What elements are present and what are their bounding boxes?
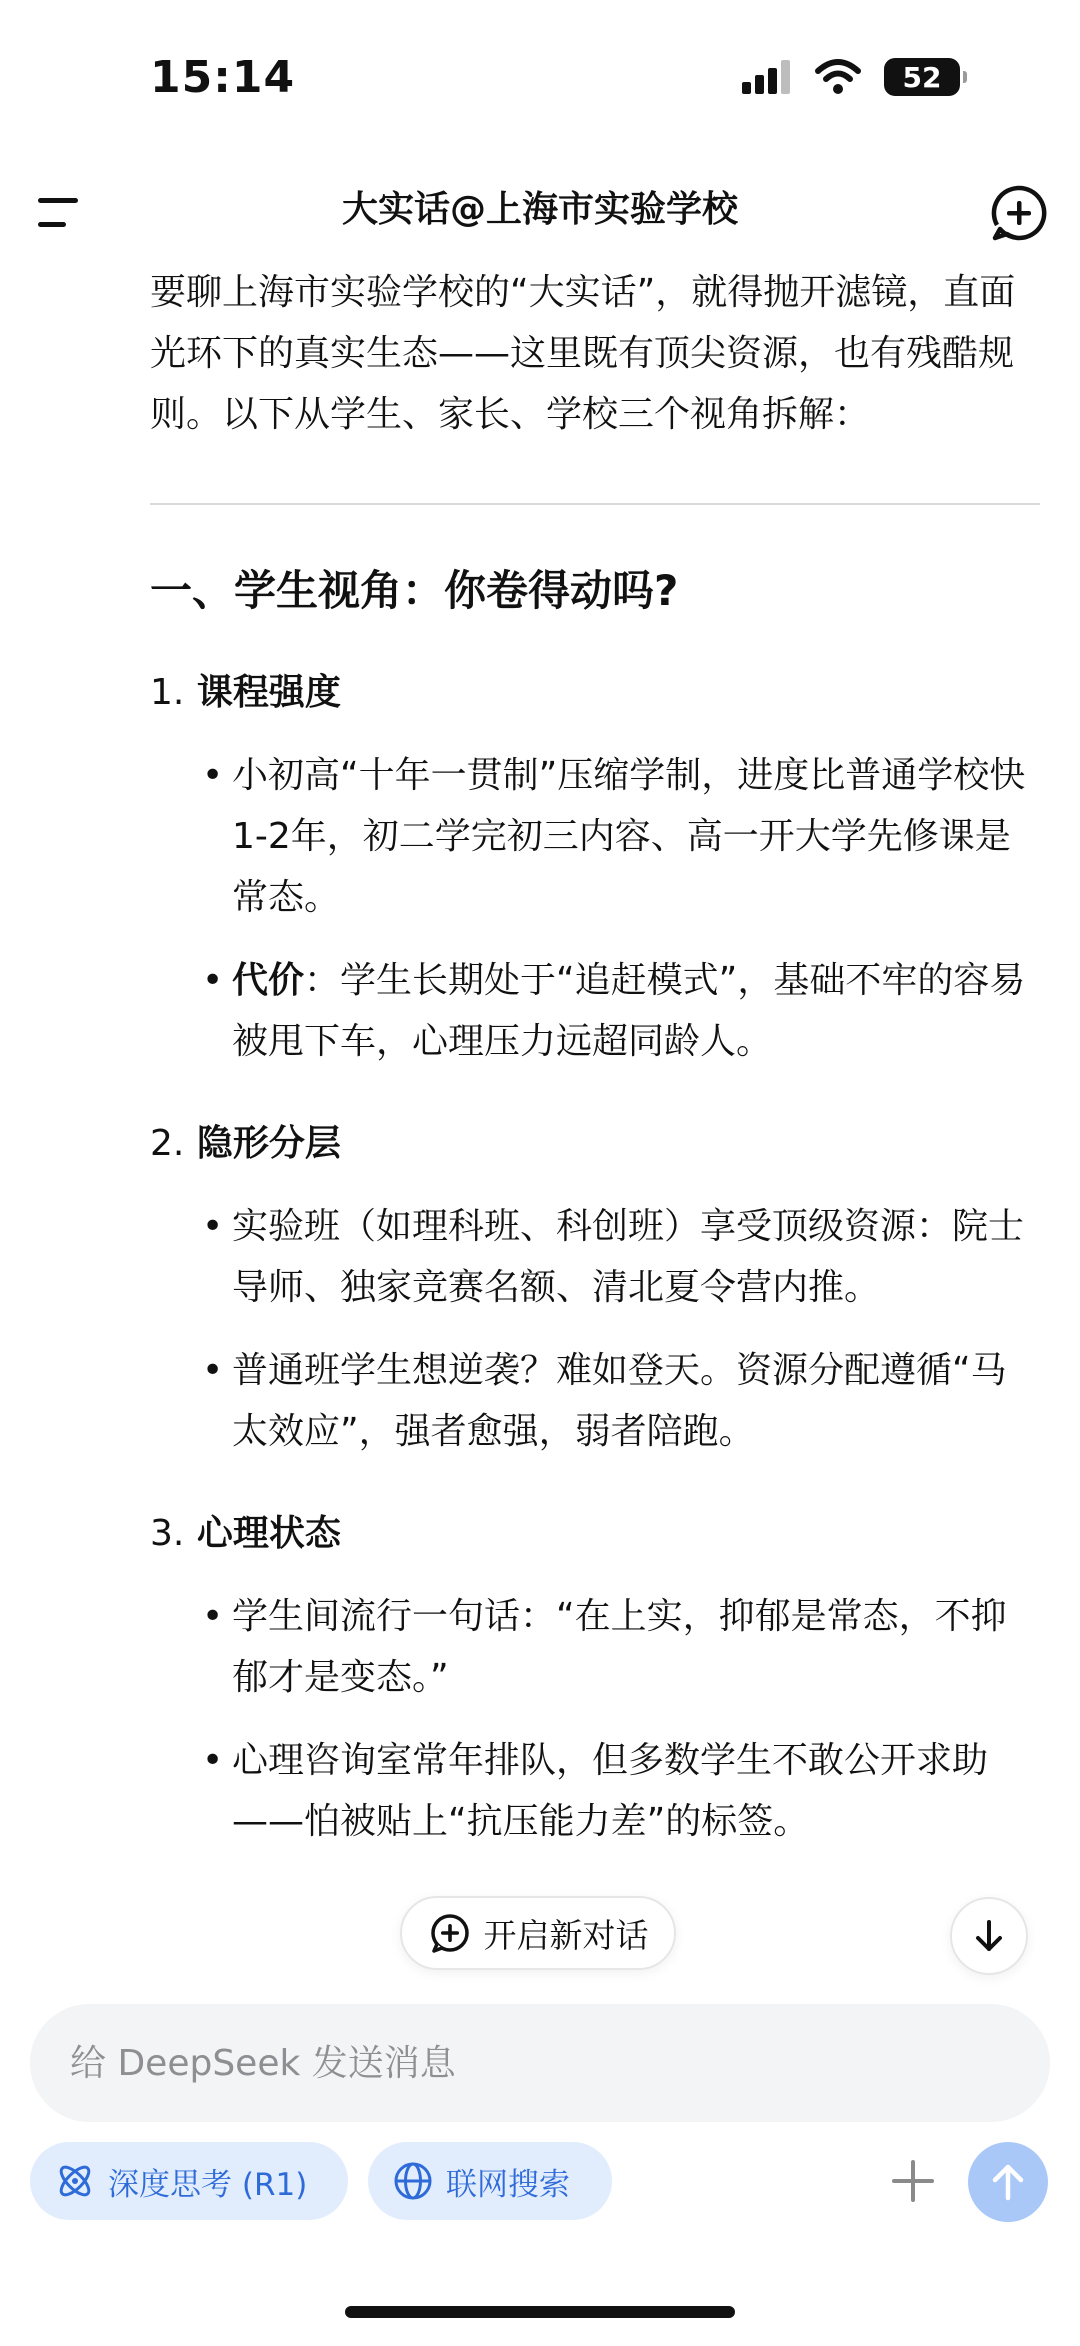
- list-item-text: 学生间流行一句话：“在上实，抑郁是常态，不抑郁才是变态。”: [232, 1596, 1007, 1698]
- assistant-message: [150, 262, 1040, 1912]
- deep-think-toggle[interactable]: [30, 2142, 348, 2220]
- status-time: 15:14: [150, 52, 296, 103]
- list-item: [150, 1196, 1040, 1318]
- bullet-dot: •: [202, 1350, 224, 1391]
- list-item-text: ：学生长期处于“追赶模式”，基础不牢的容易被甩下车，心理压力远超同龄人。: [232, 960, 1026, 1062]
- section-title-hidden-tiers: [150, 1114, 1040, 1174]
- bullet-dot: •: [202, 1206, 224, 1247]
- section-title-text: 隐形分层: [196, 1123, 341, 1164]
- list-item-text: 心理咨询室常年排队，但多数学生不敢公开求助——怕被贴上“抗压能力差”的标签。: [232, 1740, 989, 1842]
- send-button[interactable]: [968, 2142, 1048, 2222]
- divider: [150, 503, 1040, 505]
- bullet-dot: •: [202, 755, 224, 796]
- list-item-text: 小初高“十年一贯制”压缩学制，进度比普通学校快1-2年，初二学完初三内容、高一开大学先修课是常态。: [232, 755, 1026, 918]
- section-heading: 一、学生视角：你卷得动吗?: [150, 566, 679, 615]
- section-title-text: 课程强度: [196, 672, 341, 713]
- section-number: 3.: [150, 1513, 185, 1554]
- list-item-text: 实验班（如理科班、科创班）享受顶级资源：院士导师、独家竞赛名额、清北夏令营内推。: [232, 1206, 1025, 1308]
- menu-icon[interactable]: [30, 188, 90, 240]
- intro-paragraph: 要聊上海市实验学校的“大实话”，就得抛开滤镜，直面光环下的真实生态——这里既有顶尖资源，也有残酷规则。以下从学生、家长、学校三个视角拆解：: [150, 272, 1016, 435]
- new-chat-icon[interactable]: [988, 182, 1050, 244]
- list-item: [150, 1586, 1040, 1708]
- home-indicator[interactable]: [345, 2306, 735, 2318]
- scroll-to-bottom-button[interactable]: [950, 1897, 1028, 1975]
- message-input[interactable]: [68, 2004, 1008, 2122]
- list-item: [150, 745, 1040, 928]
- message-composer: [30, 2004, 1050, 2122]
- section-number: 1.: [150, 672, 185, 713]
- web-search-toggle[interactable]: [368, 2142, 612, 2220]
- status-bar: [0, 0, 1080, 160]
- list-item-text: 普通班学生想逆袭？难如登天。资源分配遵循“马太效应”，强者愈强，弱者陪跑。: [232, 1350, 1007, 1452]
- section-title-text: 心理状态: [196, 1513, 341, 1554]
- list-item: [150, 1340, 1040, 1462]
- wifi-icon: [814, 59, 862, 95]
- battery-level: 52: [902, 60, 942, 94]
- section-title-mental-state: [150, 1504, 1040, 1564]
- arrow-down-icon: [969, 1916, 1009, 1956]
- web-search-label: 联网搜索: [446, 2166, 570, 2203]
- bullet-dot: •: [202, 1740, 224, 1781]
- atom-icon: [54, 2160, 96, 2202]
- bullet-dot: •: [202, 960, 224, 1001]
- arrow-up-icon: [986, 2160, 1030, 2204]
- new-chat-icon: [428, 1911, 472, 1955]
- cellular-signal-icon: [742, 60, 792, 94]
- bullet-dot: •: [202, 1596, 224, 1637]
- section-title-course: [150, 663, 1040, 723]
- new-conversation-button[interactable]: [400, 1896, 676, 1970]
- list-item: [150, 950, 1040, 1072]
- status-icons: [742, 58, 960, 96]
- chat-header: [0, 160, 1080, 268]
- new-conversation-label: 开启新对话: [483, 1915, 649, 1955]
- list-item-bold: 代价: [232, 960, 305, 1001]
- deep-think-label: 深度思考 (R1): [108, 2166, 308, 2203]
- section-number: 2.: [150, 1123, 185, 1164]
- page-title: 大实话@上海市实验学校: [341, 189, 738, 230]
- battery-icon: [884, 58, 960, 96]
- plus-icon[interactable]: [880, 2148, 946, 2214]
- list-item: [150, 1730, 1040, 1852]
- globe-icon: [392, 2160, 434, 2202]
